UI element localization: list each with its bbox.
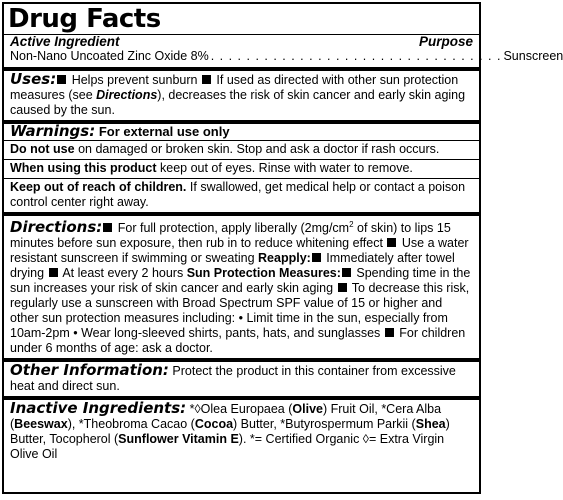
reapply-label: Reapply: xyxy=(258,251,311,266)
beeswax-label: Beeswax xyxy=(14,417,68,432)
directions-text-1: For full protection, apply liberally (2mg/cm xyxy=(114,221,350,236)
inactive-text: ). *= Certified Organic ◊= Extra Virgin Olive Oil xyxy=(10,432,445,462)
do-not-use-text: on damaged or broken skin. Stop and ask a doctor if rash occurs. xyxy=(74,142,440,156)
uses-text-3: ), decreases the risk of skin cancer and early skin aging caused by the sun. xyxy=(10,88,466,117)
inactive-text: ) Butter, Tocopherol ( xyxy=(10,417,450,447)
uses-directions-ref: Directions xyxy=(96,88,158,102)
uses-heading: Uses: xyxy=(10,70,57,88)
uses-section xyxy=(4,71,479,120)
drug-facts-title: Drug Facts xyxy=(8,4,161,34)
when-using-text: keep out of eyes. Rinse with water to remove. xyxy=(156,161,413,175)
directions-text-2: Use a water resistant sunscreen if swimming or sweating xyxy=(10,236,469,266)
uses-text-1: Helps prevent sunburn xyxy=(68,73,201,87)
warnings-subheading: For external use only xyxy=(95,124,230,139)
bullet-square-icon xyxy=(49,268,58,277)
purpose-value: Sunscreen xyxy=(503,49,563,63)
inactive-ingredients-heading: Inactive Ingredients: xyxy=(10,399,187,418)
keep-out-text: If swallowed, get medical help or contact a poison control center right away. xyxy=(10,180,466,209)
bullet-square-icon xyxy=(342,268,351,277)
directions-heading: Directions: xyxy=(10,218,103,237)
leader-dots: . . . . . . . . . . . . . . . . . . . . . . . . . . . . . . . . . xyxy=(210,49,502,63)
other-information-heading: Other Information: xyxy=(10,361,169,380)
keep-out-label: Keep out of reach of children. xyxy=(10,180,187,194)
bullet-square-icon xyxy=(57,75,66,84)
other-information-text: Protect the product in this container from excessive heat and direct sun. xyxy=(10,364,456,394)
inactive-text: ), *Theobroma Cacao ( xyxy=(67,417,195,432)
directions-text-4: At least every 2 hours xyxy=(59,266,187,281)
directions-text-6: To decrease this risk, regularly use a sunscreen with Broad Spectrum SPF value of 15 or higher and other sun protection measures including: • Limit time in the sun, especially from 10am-2pm • Wear long-sleeved shirts, pants, hats, and sunglasses xyxy=(10,281,470,341)
shea-label: Shea xyxy=(415,417,446,432)
bullet-square-icon xyxy=(202,75,211,84)
cocoa-label: Cocoa xyxy=(194,417,234,432)
bullet-square-icon xyxy=(387,238,396,247)
directions-text-1b: of skin) to lips 15 minutes before sun exposure, then rub in to reduce whitening effect xyxy=(10,221,451,251)
olive-label: Olive xyxy=(292,402,323,417)
do-not-use xyxy=(4,141,479,159)
bullet-square-icon xyxy=(103,223,112,232)
keep-out-of-reach xyxy=(4,179,479,212)
warnings-heading: Warnings: xyxy=(10,122,96,140)
directions-text-5: Spending time in the sun increases your risk of skin cancer and early skin aging xyxy=(10,266,471,296)
superscript: 2 xyxy=(349,220,354,229)
purpose-heading: Purpose xyxy=(418,34,473,49)
active-ingredient-name: Non-Nano Uncoated Zinc Oxide 8% xyxy=(10,49,209,63)
active-ingredient-heading: Active Ingredient xyxy=(10,34,120,49)
do-not-use-label: Do not use xyxy=(10,142,75,156)
when-using xyxy=(4,160,479,178)
inactive-ingredients-section xyxy=(4,400,479,464)
directions-text-7: For children under 6 months of age: ask a doctor. xyxy=(10,326,466,356)
warnings-header xyxy=(4,124,479,140)
active-ingredient-line xyxy=(4,49,563,64)
inactive-text: ) Fruit Oil, *Cera Alba ( xyxy=(10,402,442,432)
when-using-label: When using this product xyxy=(10,161,157,175)
sunflower-label: Sunflower Vitamin E xyxy=(118,432,239,447)
directions-section xyxy=(4,216,479,358)
drug-facts-panel xyxy=(2,2,563,494)
bullet-square-icon xyxy=(312,253,321,262)
sun-protection-label: Sun Protection Measures: xyxy=(186,266,341,281)
active-ingredient-header xyxy=(4,35,479,49)
inactive-text: *◊Olea Europaea ( xyxy=(186,402,293,417)
inactive-text: ) Butter, *Butyrospermum Parkii ( xyxy=(233,417,416,432)
other-information-section xyxy=(4,362,479,396)
bullet-square-icon xyxy=(385,328,394,337)
uses-text-2: If used as directed with other sun protection measures (see xyxy=(10,73,459,102)
directions-text-3: Immediately after towel drying xyxy=(10,251,455,281)
bullet-square-icon xyxy=(338,283,347,292)
